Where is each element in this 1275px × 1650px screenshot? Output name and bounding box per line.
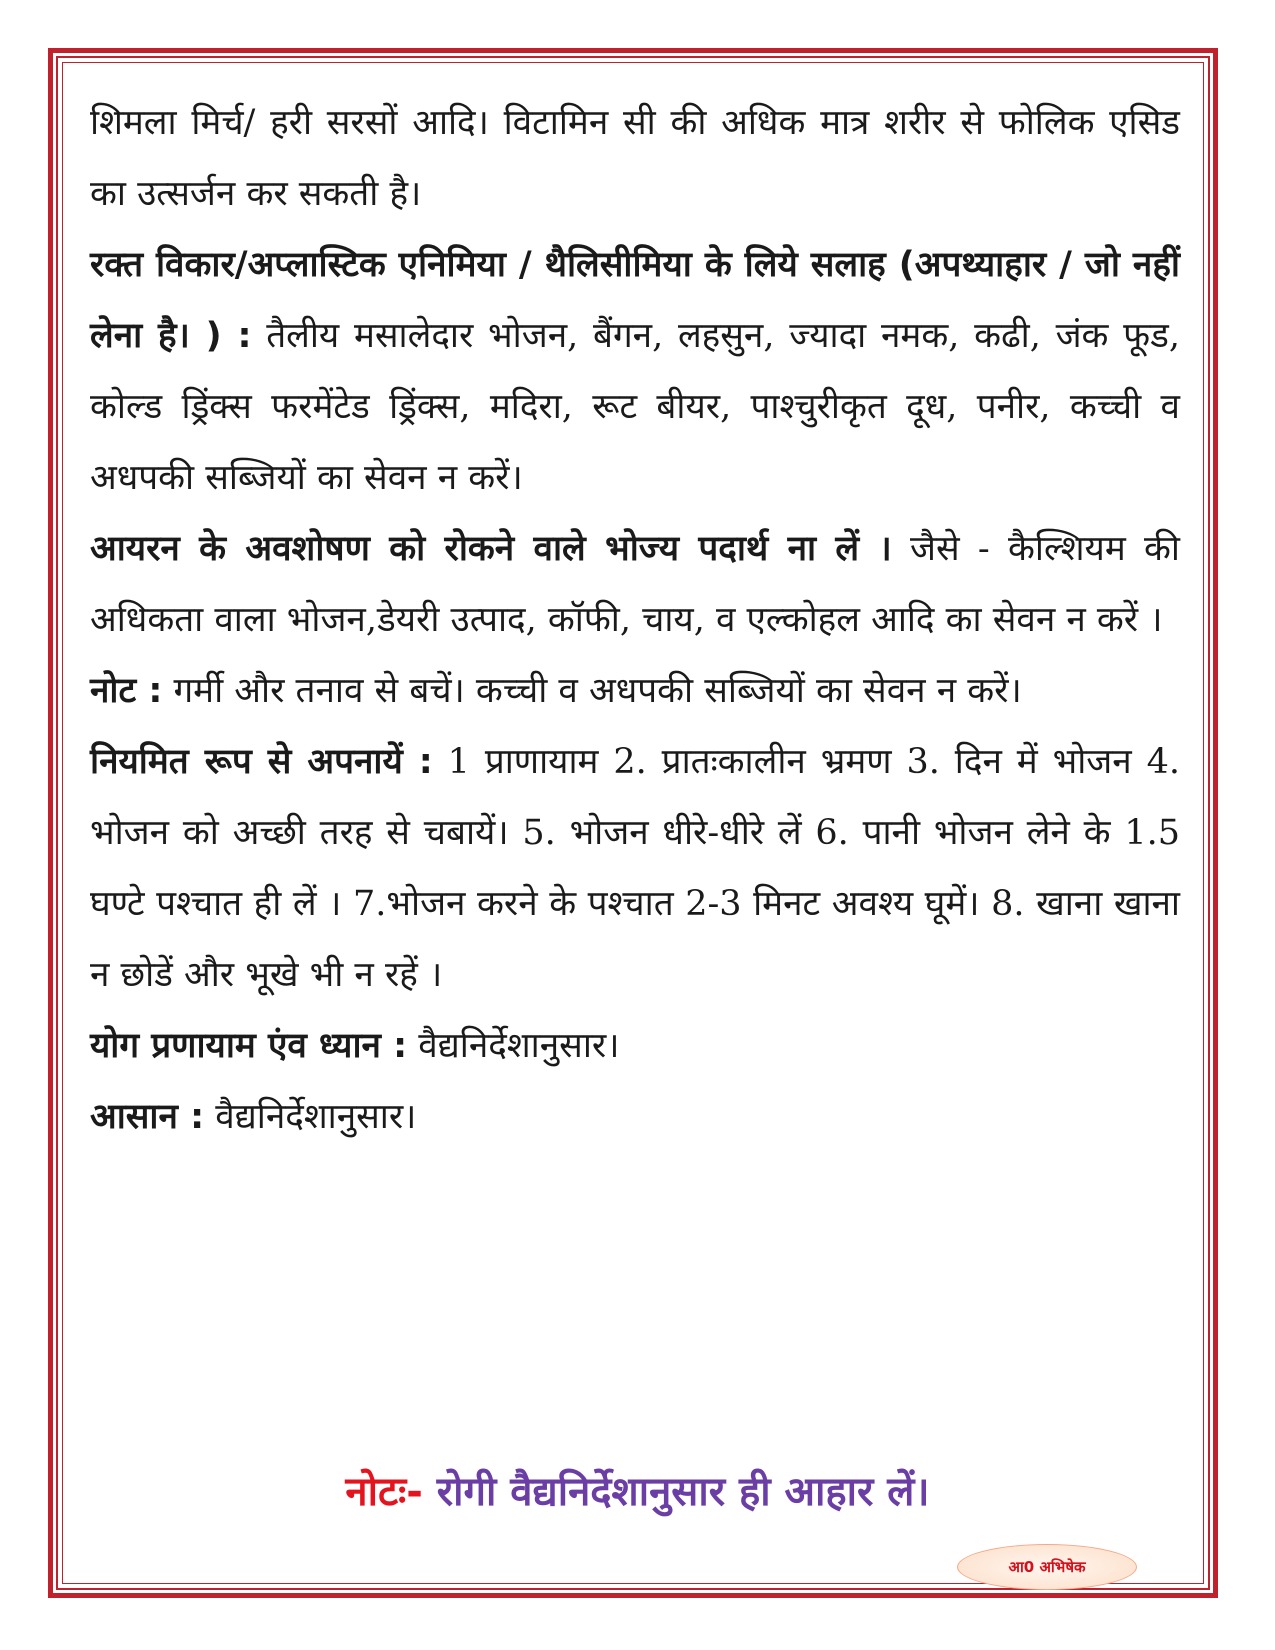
paragraph-yoga xyxy=(90,1011,1180,1082)
paragraph-heading: रक्त विकार/अप्लास्टिक एनिमिया / थैलिसीमिया के लिये सलाह (अपथ्याहार / जो नहीं लेना है। ) : xyxy=(90,245,1180,356)
paragraph-text: वैद्यनिर्देशानुसार। xyxy=(418,1026,620,1066)
paragraph-vitamin-c xyxy=(90,88,1180,230)
paragraph-heading: नियमित रूप से अपनायें : xyxy=(90,742,433,782)
page-content xyxy=(90,88,1180,1153)
footer-note-text: रोगी वैद्यनिर्देशानुसार ही आहार लें। xyxy=(436,1469,930,1515)
paragraph-text: 1 प्राणायाम 2. प्रातःकालीन भ्रमण 3. दिन में भोजन 4. भोजन को अच्छी तरह से चबायें। 5. भोजन धीरे-धीरे लें 6. पानी भोजन लेने के 1.5 घण्टे पश्चात ही लें । 7.भोजन करने के पश्चात 2-3 मिनट अवश्य घूमें। 8. खाना खाना न छोडें और भूखे भी न रहें । xyxy=(90,742,1180,995)
footer-note-label: नोटः- xyxy=(345,1469,423,1515)
paragraph-blood-disorder-advice xyxy=(90,230,1180,514)
footer-note xyxy=(0,1462,1275,1517)
paragraph-iron-absorption xyxy=(90,514,1180,656)
author-badge: आ0 अभिषेक xyxy=(957,1544,1137,1590)
paragraph-asana xyxy=(90,1082,1180,1153)
paragraph-heading: योग प्रणायाम एंव ध्यान : xyxy=(90,1026,408,1066)
paragraph-note xyxy=(90,656,1180,727)
paragraph-text: शिमला मिर्च/ हरी सरसों आदि। विटामिन सी की अधिक मात्र शरीर से फोलिक एसिड का उत्सर्जन कर सकती है। xyxy=(90,103,1180,214)
paragraph-text: गर्मी और तनाव से बचें। कच्ची व अधपकी सब्जियों का सेवन न करें। xyxy=(173,671,1022,711)
paragraph-regular-habits xyxy=(90,727,1180,1011)
paragraph-heading: नोट : xyxy=(90,671,163,711)
paragraph-heading: आयरन के अवशोषण को रोकने वाले भोज्य पदार्थ ना लें । xyxy=(90,529,892,569)
paragraph-heading: आसान : xyxy=(90,1097,205,1137)
paragraph-text: जैसे - कैल्शियम की अधिकता वाला भोजन,डेयरी उत्पाद, कॉफी, चाय, व एल्कोहल आदि का सेवन न करें । xyxy=(90,529,1180,640)
paragraph-text: वैद्यनिर्देशानुसार। xyxy=(215,1097,417,1137)
paragraph-text: तैलीय मसालेदार भोजन, बैंगन, लहसुन, ज्यादा नमक, कढी, जंक फूड, कोल्ड ड्रिंक्स फरमेंटेड ड्रिंक्स, मदिरा, रूट बीयर, पाश्चुरीकृत दूध, पनीर, कच्ची व अधपकी सब्जियों का सेवन न करें। xyxy=(90,316,1180,498)
